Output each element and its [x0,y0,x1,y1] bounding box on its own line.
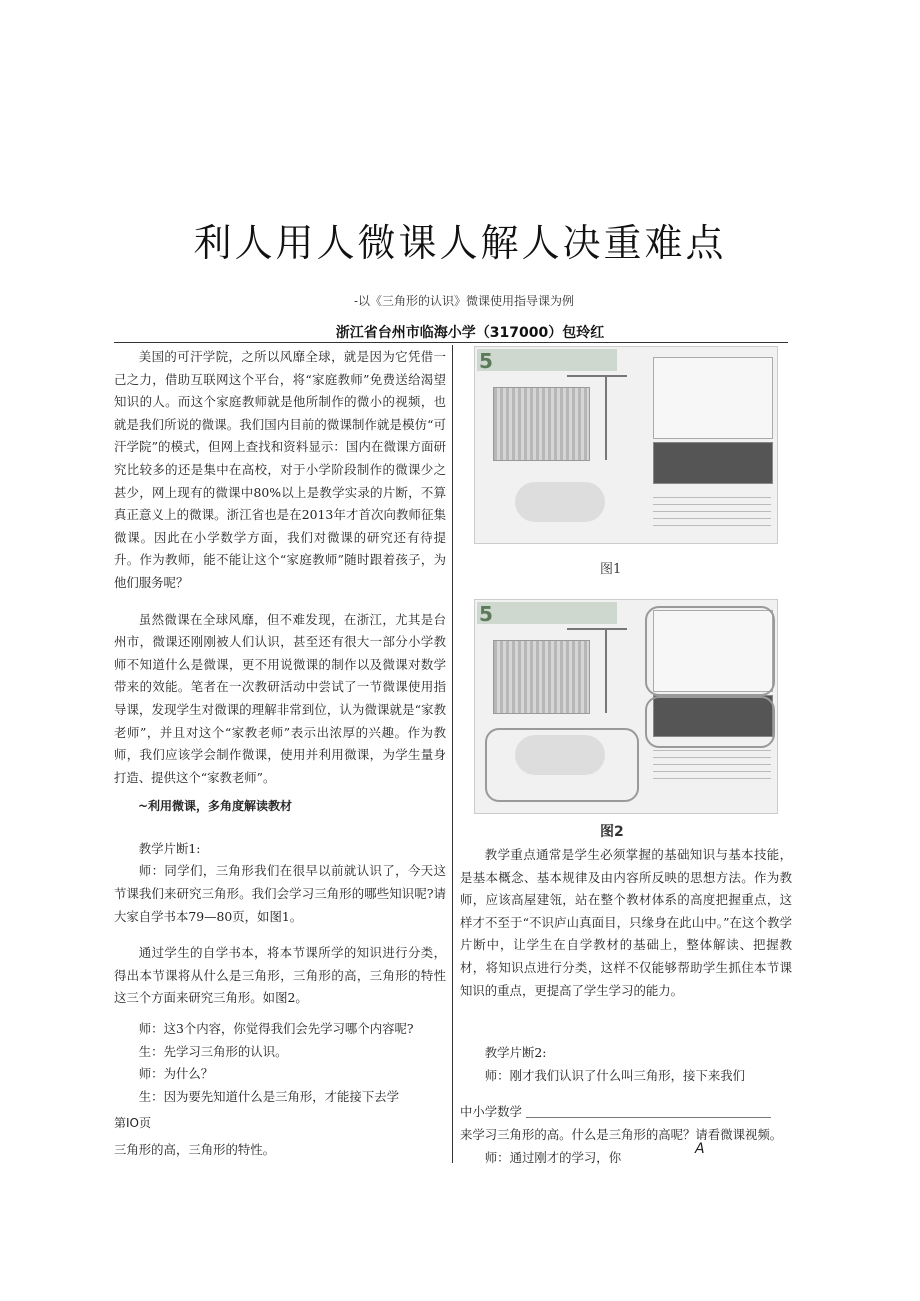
paragraph: 来学习三角形的高。什么是三角形的高呢？请看微课视频。 [460,1126,783,1142]
paragraph: 通过学生的自学书本，将本节课所学的知识进行分类，得出本节课将从什么是三角形，三角形的高，三角形的特性这三个方面来研究三角形。如图2。 [114,945,446,1006]
journal-footer [460,1101,792,1124]
paragraph: 师：刚才我们认识了什么叫三角形，接下来我们 [484,1067,745,1083]
paragraph: 师：通过刚才的学习，你 [484,1149,622,1165]
left-column [114,346,446,1162]
segment-label: 教学片断2: [484,1045,547,1061]
dialogue-line: 生：因为要先知道什么是三角形，才能接下去学 [138,1088,399,1104]
right-column [460,844,792,1169]
section-heading: ~利用微课，多角度解读教材 [138,799,293,814]
figure-2-caption: 图2 [600,824,624,840]
header-divider [114,342,788,343]
article-subtitle: -以《三角形的认识》微课使用指导课为例 [353,294,575,308]
figure-1-textbook-image [474,346,778,544]
stray-mark: A [695,1141,705,1157]
figure-2-textbook-image [474,599,778,814]
paragraph: 三角形的高，三角形的特性。 [114,1142,276,1157]
segment-label: 教学片断1: [138,840,201,856]
paragraph: 美国的可汗学院，之所以风靡全球，就是因为它凭借一己之力，借助互联网这个平台，将“家庭教师”免费送给渴望知识的人。而这个家庭教师就是他所制作的微小的视频，也就是我们所说的微课。我们国内目前的微课制作就是模仿“可汗学院”的模式，但网上查找和资料显示：国内在微课方面研究比较多的还是集中在高校，对于小学阶段制作的微课少之甚少，网上现有的微课中80%以上是教学实录的片断，不算真正意义上的微课。浙江省也是在2013年才首次向教师征集微课。因此在小学数学方面，我们对微课的研究还有待提升。作为教师，能不能让这个“家庭教师”随时跟着孩子，为他们服务呢？ [114,349,446,590]
paragraph: 师：同学们，三角形我们在很早以前就认识了，今天这节课我们来研究三角形。我们会学习三角形的哪些知识呢?请大家自学书本79—80页，如图1。 [114,863,446,924]
paragraph: 虽然微课在全球风靡，但不难发现，在浙江，尤其是台州市，微课还刚刚被人们认识，甚至还有很大一部分小学教师不知道什么是微课，更不用说微课的制作以及微课对数学带来的效能。笔者在一次教研活动中尝试了一节微课使用指导课，发现学生对微课的理解非常到位，认为微课就是“家教老师”，并且对这个“家教老师”表示出浓厚的兴趣。作为教师，我们应该学会制作微课，使用并利用微课，为学生量身打造、提供这个“家教老师”。 [114,611,446,785]
dialogue-line: 师：这3个内容，你觉得我们会先学习哪个内容呢? [138,1021,414,1037]
page-number: 第IO页 [114,1116,151,1131]
dialogue-line: 生：先学习三角形的认识。 [138,1043,288,1059]
figure-number: 5 [479,602,493,626]
author-line: 浙江省台州市临海小学（317000）包玲红 [335,325,605,341]
paragraph: 教学重点通常是学生必须掌握的基础知识与基本技能，是基本概念、基本规律及由内容所反映的思想方法。作为教师，应该高屋建瓴，站在整个教材体系的高度把握重点，这样才不至于“不识庐山真面目，只缘身在此山中。”在这个教学片断中，让学生在自学教材的基础上，整体解读、把握教材，将知识点进行分类，这样不仅能够帮助学生抓住本节课知识的重点，更提高了学生学习的能力。 [460,847,792,998]
dialogue-line: 师：为什么？ [138,1066,214,1082]
journal-name: 中小学数学 [460,1104,522,1120]
column-divider [452,345,453,1163]
figure-1-caption: 图1 [600,562,622,577]
figure-number: 5 [479,349,493,373]
article-title: 利人用人微课人解人决重难点 [193,221,727,265]
